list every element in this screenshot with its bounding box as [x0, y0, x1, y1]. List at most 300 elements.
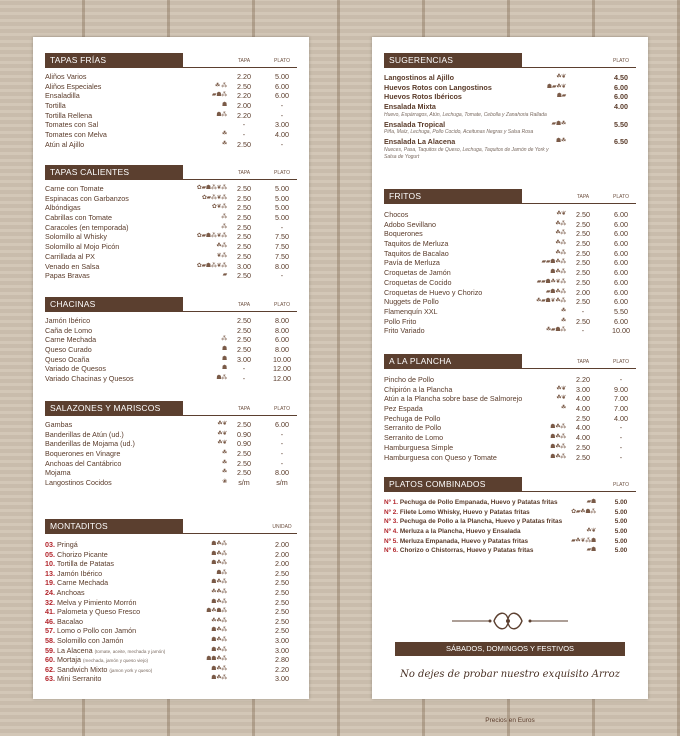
- item-name: Banderillas de Atún (ud.): [45, 429, 124, 439]
- price-plato: -: [280, 101, 284, 111]
- item-name: Aliños Varios: [45, 72, 87, 81]
- price-plato: 6.00: [614, 229, 628, 239]
- price-plato: 4.50: [614, 73, 628, 82]
- allergen-icons: ⁂: [221, 214, 227, 221]
- menu-item: [384, 508, 636, 518]
- menu-item: [384, 278, 636, 288]
- item-line: [384, 120, 636, 130]
- price-unit: 2.00: [275, 549, 289, 559]
- section-rule: [45, 533, 297, 534]
- item-name: Filete Lomo Whisky, Huevo y Patatas fritas: [399, 508, 530, 516]
- menu-item: [384, 288, 636, 298]
- price-unit: 2.20: [275, 664, 289, 674]
- column-header: PLATO: [274, 170, 290, 176]
- item-name: Cabrillas con Tomate: [45, 213, 112, 223]
- price-unit: 3.00: [275, 674, 289, 684]
- menu-item: [45, 194, 297, 204]
- item-name: Taquitos de Bacalao: [384, 248, 449, 258]
- item-label: [45, 626, 136, 636]
- item-name: Pavía de Merluza: [384, 258, 440, 268]
- item-name: Hamburguesa con Queso y Tomate: [384, 452, 497, 462]
- section-header: [45, 519, 297, 534]
- menu-panel-right: [372, 37, 648, 724]
- item-name: Atún a la Plancha sobre base de Salmorejo: [384, 394, 523, 404]
- item-label: [45, 559, 114, 569]
- item-name: Croquetas de Huevo y Chorizo: [384, 287, 483, 297]
- menu-item: [45, 674, 297, 684]
- menu-item: [45, 345, 297, 355]
- item-name: Huevos Rotos Ibéricos: [384, 92, 462, 102]
- price-plato: 5.00: [614, 508, 628, 516]
- menu-item: [384, 527, 636, 537]
- price-plato: 9.00: [614, 384, 628, 394]
- menu-item: [45, 72, 297, 82]
- price-plato: 5.50: [614, 306, 628, 316]
- price-plato: 7.50: [275, 251, 289, 261]
- allergen-icons: ☘▰☗⁂: [545, 327, 566, 334]
- allergen-icons: ☗☘⁂: [550, 453, 566, 460]
- item-name: Ensalada Mixta: [384, 102, 436, 112]
- price-tapa: 2.50: [576, 452, 590, 462]
- item-name: Palometa y Queso Fresco: [57, 607, 141, 617]
- price-plato: 6.00: [614, 92, 628, 102]
- price-plato: 5.00: [275, 203, 289, 213]
- allergen-icons: ☗☘⁂: [211, 665, 227, 672]
- item-label: [384, 508, 530, 518]
- allergen-icons: ☗⁂: [216, 111, 227, 118]
- price-tapa: 2.20: [237, 110, 251, 120]
- item-label: [45, 588, 85, 598]
- column-header: PLATO: [274, 302, 290, 308]
- item-name: Chorizo Picante: [57, 549, 108, 559]
- price-tapa: 4.00: [576, 404, 590, 414]
- item-name: Variado de Quesos: [45, 364, 106, 374]
- item-number: 03.: [45, 540, 55, 549]
- menu-item: [45, 607, 297, 617]
- section-fritos: [384, 189, 636, 336]
- allergen-icons: ☘: [221, 459, 227, 466]
- allergen-icons: ☗: [221, 102, 227, 109]
- price-tapa: 2.00: [576, 287, 590, 297]
- price-plato: 5.50: [614, 119, 628, 129]
- menu-item: [384, 385, 636, 395]
- item-name: Tortilla de Patatas: [56, 559, 115, 569]
- allergen-icons: ✿▰☘☗⁂: [571, 508, 596, 515]
- section-rows: [384, 73, 636, 161]
- section-header: [45, 53, 297, 68]
- section-rows: [384, 375, 636, 462]
- item-name: Flamenquín XXL: [384, 306, 438, 316]
- item-name: Solomillo al Mojo Picón: [45, 242, 120, 252]
- menu-item: [45, 636, 297, 646]
- price-tapa: 2.00: [237, 101, 251, 111]
- item-name: Frito Variado: [384, 326, 425, 336]
- price-plato: 6.00: [275, 335, 289, 345]
- section-salazones: [45, 401, 297, 488]
- allergen-icons: ☗☘⁂: [211, 646, 227, 653]
- column-header: TAPA: [576, 359, 590, 365]
- price-tapa: 2.50: [237, 232, 251, 242]
- item-note: (mechada, jamón y queso viejo): [82, 658, 149, 664]
- item-name: Pringá: [57, 540, 78, 549]
- item-name: Pechuga de Pollo a la Plancha, Huevo y Patatas fritas: [399, 518, 563, 526]
- item-name: Mini Serranito: [57, 674, 102, 684]
- price-plato: 10.00: [273, 354, 291, 364]
- price-tapa: 2.50: [237, 251, 251, 261]
- item-name: Nuggets de Pollo: [384, 297, 439, 307]
- menu-item: [45, 655, 297, 665]
- weekend-banner: SÁBADOS, DOMINGOS Y FESTIVOS: [395, 642, 625, 656]
- allergen-icons: ☘⁂: [555, 249, 566, 256]
- price-unit: 2.50: [275, 578, 289, 588]
- price-plato: -: [280, 139, 284, 149]
- item-name: Banderillas de Mojama (ud.): [45, 439, 135, 449]
- price-tapa: 2.50: [576, 316, 590, 326]
- price-plato: 10.00: [612, 326, 630, 336]
- item-name: Variado Chacinas y Quesos: [45, 374, 134, 384]
- item-name: Chorizo o Chistorras, Huevo y Patatas fritas: [399, 547, 534, 555]
- price-unit: 2.50: [275, 626, 289, 636]
- menu-item: [45, 271, 297, 281]
- section-title: PLATOS COMBINADOS: [384, 477, 522, 492]
- column-header: UNIDAD: [272, 524, 292, 530]
- price-plato: 7.00: [614, 404, 628, 414]
- price-plato: 6.00: [614, 258, 628, 268]
- column-header: TAPA: [576, 194, 590, 200]
- item-number: 63.: [45, 674, 55, 684]
- column-header: TAPA: [237, 302, 251, 308]
- item-name: Anchoas: [56, 587, 85, 597]
- item-label: [45, 540, 78, 550]
- menu-item: [384, 414, 636, 424]
- item-name: Caracoles (en temporada): [45, 222, 129, 232]
- allergen-icons: ▰☗☘⁂: [545, 288, 566, 295]
- item-name: Caña de Lomo: [45, 325, 93, 335]
- price-unit: 2.00: [275, 559, 289, 569]
- price-tapa: 3.00: [237, 261, 251, 271]
- price-tapa: 4.00: [576, 394, 590, 404]
- menu-item: [45, 262, 297, 272]
- price-tapa: 2.50: [576, 297, 590, 307]
- price-unit: 2.50: [275, 587, 289, 597]
- menu-item: [384, 537, 636, 547]
- section-header: [384, 354, 636, 369]
- allergen-icons: ☗☘: [555, 138, 566, 145]
- menu-item: [45, 120, 297, 130]
- allergen-icons: ☘: [560, 307, 566, 314]
- price-tapa: 2.50: [237, 222, 251, 232]
- section-tapas-frias: [45, 53, 297, 150]
- item-note: (tomate, aceite, mechada y jamón): [94, 648, 166, 654]
- allergen-icons: ▰☗: [586, 547, 596, 554]
- allergen-icons: ☗☘☗⁂: [206, 608, 227, 615]
- price-plato: 6.00: [275, 91, 289, 101]
- price-tapa: 2.50: [237, 468, 251, 478]
- price-tapa: 2.50: [237, 139, 251, 149]
- allergen-icons: ✿▰⁂❦⁂: [201, 194, 227, 201]
- allergen-icons: ❦⁂: [216, 252, 227, 259]
- price-tapa: 2.50: [237, 449, 251, 459]
- item-name: Tortilla Rellena: [45, 110, 93, 120]
- allergen-icons: ☘❦: [217, 440, 227, 447]
- price-tapa: 2.50: [576, 258, 590, 268]
- price-plato: 12.00: [273, 364, 291, 374]
- section-rule: [384, 67, 636, 68]
- menu-item: [45, 578, 297, 588]
- section-rule: [384, 368, 636, 369]
- section-rule: [45, 67, 297, 68]
- item-name: Huevos Rotos con Langostinos: [384, 82, 492, 92]
- section-plancha: [384, 354, 636, 462]
- item-name: Espinacas con Garbanzos: [45, 193, 129, 203]
- allergen-icons: ☘: [221, 131, 227, 138]
- menu-item: [45, 316, 297, 326]
- price-unit: 3.00: [275, 635, 289, 645]
- section-title: MONTADITOS: [45, 519, 183, 534]
- menu-item: [384, 229, 636, 239]
- section-title: A LA PLANCHA: [384, 354, 522, 369]
- allergen-icons: ☗☘⁂: [211, 579, 227, 586]
- price-plato: 6.00: [275, 420, 289, 429]
- section-header: [45, 297, 297, 312]
- price-tapa: 2.50: [576, 210, 590, 219]
- menu-item: [384, 220, 636, 230]
- allergen-icons: ☘: [560, 405, 566, 412]
- item-number: Nº 2.: [384, 508, 399, 516]
- allergen-icons: ☗☘⁂: [211, 560, 227, 567]
- allergen-icons: ☘⁂: [555, 230, 566, 237]
- allergen-icons: ☘❦: [217, 421, 227, 427]
- ornament-divider: [452, 609, 568, 633]
- price-tapa: 2.50: [576, 239, 590, 249]
- item-line: [384, 102, 636, 112]
- menu-item: [384, 210, 636, 220]
- section-title: CHACINAS: [45, 297, 183, 312]
- price-plato: 6.00: [614, 297, 628, 307]
- menu-item: [45, 626, 297, 636]
- price-tapa: s/m: [238, 478, 250, 488]
- price-plato: 8.00: [275, 468, 289, 478]
- allergen-icons: ☗☘⁂: [211, 675, 227, 682]
- item-name: Adobo Sevillano: [384, 219, 436, 229]
- menu-item: [45, 326, 297, 336]
- item-name: Anchoas del Cantábrico: [45, 458, 122, 468]
- item-name: Serranito de Lomo: [384, 433, 444, 443]
- item-name: Atún al Ajillo: [45, 139, 85, 149]
- item-name: Bacalao: [57, 616, 83, 626]
- menu-item: [384, 249, 636, 259]
- price-plato: -: [280, 458, 284, 468]
- item-name: Lomo o Pollo con Jamón: [57, 626, 137, 636]
- item-label: [384, 546, 533, 556]
- price-tapa: 2.50: [237, 271, 251, 281]
- section-rows: [384, 498, 636, 556]
- menu-item: [45, 617, 297, 627]
- section-tapas-calientes: [45, 165, 297, 281]
- price-plato: 8.00: [275, 316, 289, 325]
- price-tapa: -: [242, 130, 246, 140]
- menu-item: [45, 478, 297, 488]
- item-label: [384, 537, 528, 547]
- menu-item: [384, 73, 636, 83]
- item-label: [384, 517, 562, 527]
- allergen-icons: ☘: [560, 317, 566, 324]
- section-title: SUGERENCIAS: [384, 53, 522, 68]
- menu-item: [45, 449, 297, 459]
- item-number: 58.: [45, 635, 55, 645]
- section-title: TAPAS CALIENTES: [45, 165, 183, 180]
- price-tapa: 2.50: [237, 242, 251, 252]
- menu-panel-left: [33, 37, 309, 699]
- price-tapa: 2.50: [237, 335, 251, 345]
- price-plato: -: [280, 449, 284, 459]
- price-tapa: 2.50: [576, 268, 590, 278]
- allergen-icons: ☗☘⁂: [550, 269, 566, 276]
- item-number: 59.: [45, 645, 55, 655]
- menu-item: [384, 102, 636, 119]
- allergen-icons: ✿▰☗⁂❦⁂: [196, 185, 227, 191]
- item-name: Chocos: [384, 210, 409, 219]
- item-name: Melva y Pimiento Morrón: [57, 597, 137, 607]
- price-tapa: 2.50: [237, 203, 251, 213]
- price-plato: 6.00: [614, 210, 628, 219]
- section-rows: [45, 420, 297, 488]
- column-header: TAPA: [237, 406, 251, 412]
- allergen-icons: ☘❦: [556, 211, 566, 217]
- menu-item: [384, 375, 636, 385]
- allergen-icons: ▰☘❦⁂☗: [571, 537, 596, 544]
- allergen-icons: ☘❦: [556, 385, 566, 392]
- menu-item: [45, 184, 297, 194]
- menu-item: [45, 468, 297, 478]
- allergen-icons: ☗⁂: [216, 569, 227, 576]
- price-plato: 5.00: [614, 499, 628, 506]
- menu-item: [384, 453, 636, 463]
- column-header: PLATO: [613, 359, 629, 365]
- menu-item: [45, 598, 297, 608]
- allergen-icons: ▰☗☘: [551, 120, 566, 127]
- price-tapa: 4.00: [576, 433, 590, 443]
- item-name: Aliños Especiales: [45, 81, 102, 91]
- menu-item: [384, 498, 636, 508]
- menu-item: [45, 364, 297, 374]
- allergen-icons: ▰: [222, 272, 227, 279]
- price-plato: -: [619, 442, 623, 452]
- item-name: Taquitos de Merluza: [384, 239, 449, 249]
- menu-item: [45, 374, 297, 384]
- price-plato: -: [619, 452, 623, 462]
- menu-item: [384, 297, 636, 307]
- price-tapa: 2.50: [576, 413, 590, 423]
- item-name: Merluza Empanada, Huevo y Patatas fritas: [399, 537, 529, 545]
- item-name: Pechuga de Pollo Empanada, Huevo y Patatas fritas: [399, 499, 558, 506]
- allergen-icons: ✿▰☗⁂❦⁂: [196, 262, 227, 269]
- allergen-icons: ☗⁂: [216, 375, 227, 382]
- item-number: Nº 6.: [384, 547, 399, 555]
- price-plato: s/m: [276, 478, 288, 488]
- item-line: [384, 73, 636, 83]
- price-tapa: 2.50: [237, 184, 251, 193]
- allergen-icons: ☗: [221, 365, 227, 372]
- price-tapa: 0.90: [237, 439, 251, 449]
- item-name: Tomates con Melva: [45, 130, 107, 140]
- item-label: [45, 674, 101, 684]
- item-label: [45, 550, 108, 560]
- allergen-icons: ☗▰: [556, 93, 566, 100]
- price-tapa: 2.20: [237, 91, 251, 101]
- price-plato: 6.00: [275, 81, 289, 91]
- item-number: 10.: [45, 559, 55, 569]
- allergen-icons: ☘: [221, 469, 227, 476]
- item-name: Carne con Tomate: [45, 184, 104, 193]
- menu-item: [45, 232, 297, 242]
- item-number: 46.: [45, 616, 55, 626]
- column-header: PLATO: [613, 482, 629, 488]
- section-rows: [45, 540, 297, 684]
- item-name: Chipirón a la Plancha: [384, 384, 453, 394]
- item-description: Huevo, Espárragos, Atún, Lechuga, Tomate, Cebolla y Zanahoria Rallada: [384, 111, 547, 118]
- menu-item: [384, 120, 636, 137]
- item-name: Papas Bravas: [45, 271, 90, 281]
- section-rule: [45, 311, 297, 312]
- allergen-icons: ☘: [221, 140, 227, 147]
- price-plato: -: [280, 429, 284, 439]
- item-name: Croquetas de Jamón: [384, 268, 451, 278]
- price-plato: 6.00: [614, 268, 628, 278]
- allergen-icons: ☘☘⁂: [211, 617, 227, 624]
- prices-note: Precios en Euros: [485, 717, 535, 724]
- item-number: 24.: [45, 587, 55, 597]
- item-name: Ensalada La Alacena: [384, 137, 456, 147]
- price-plato: 6.00: [614, 277, 628, 287]
- menu-item: [45, 459, 297, 469]
- price-plato: -: [280, 222, 284, 232]
- price-plato: 8.00: [275, 261, 289, 271]
- menu-item: [45, 252, 297, 262]
- price-tapa: 2.50: [237, 193, 251, 203]
- price-tapa: 2.20: [576, 375, 590, 384]
- menu-item: [45, 223, 297, 233]
- menu-item: [384, 92, 636, 102]
- item-name: Jamón Ibérico: [45, 316, 91, 325]
- item-name: Carrillada al PX: [45, 251, 95, 261]
- rice-tagline: No dejes de probar nuestro exquisito Arroz: [400, 669, 620, 680]
- item-number: 62.: [45, 664, 55, 674]
- allergen-icons: ☗☘⁂: [550, 443, 566, 450]
- item-number: 19.: [45, 578, 55, 588]
- menu-item: [45, 130, 297, 140]
- item-name: Croquetas de Cocido: [384, 277, 452, 287]
- price-tapa: 2.50: [576, 442, 590, 452]
- price-unit: 3.00: [275, 645, 289, 655]
- item-name: Mojama: [45, 468, 71, 478]
- menu-item: [45, 439, 297, 449]
- allergen-icons: ☗☘⁂: [211, 598, 227, 605]
- menu-item: [384, 326, 636, 336]
- menu-item: [384, 307, 636, 317]
- price-plato: 7.50: [275, 242, 289, 252]
- allergen-icons: ☘❦: [556, 74, 566, 80]
- item-name: Tortilla: [45, 101, 66, 111]
- menu-item: [384, 137, 636, 161]
- section-title: SALAZONES Y MARISCOS: [45, 401, 183, 416]
- item-name: Venado en Salsa: [45, 261, 100, 271]
- price-tapa: 2.50: [237, 325, 251, 335]
- item-number: Nº 5.: [384, 537, 399, 545]
- price-plato: 5.00: [275, 193, 289, 203]
- allergen-icons: ▰☗⁂: [211, 92, 227, 99]
- item-name: Solomillo al Whisky: [45, 232, 107, 242]
